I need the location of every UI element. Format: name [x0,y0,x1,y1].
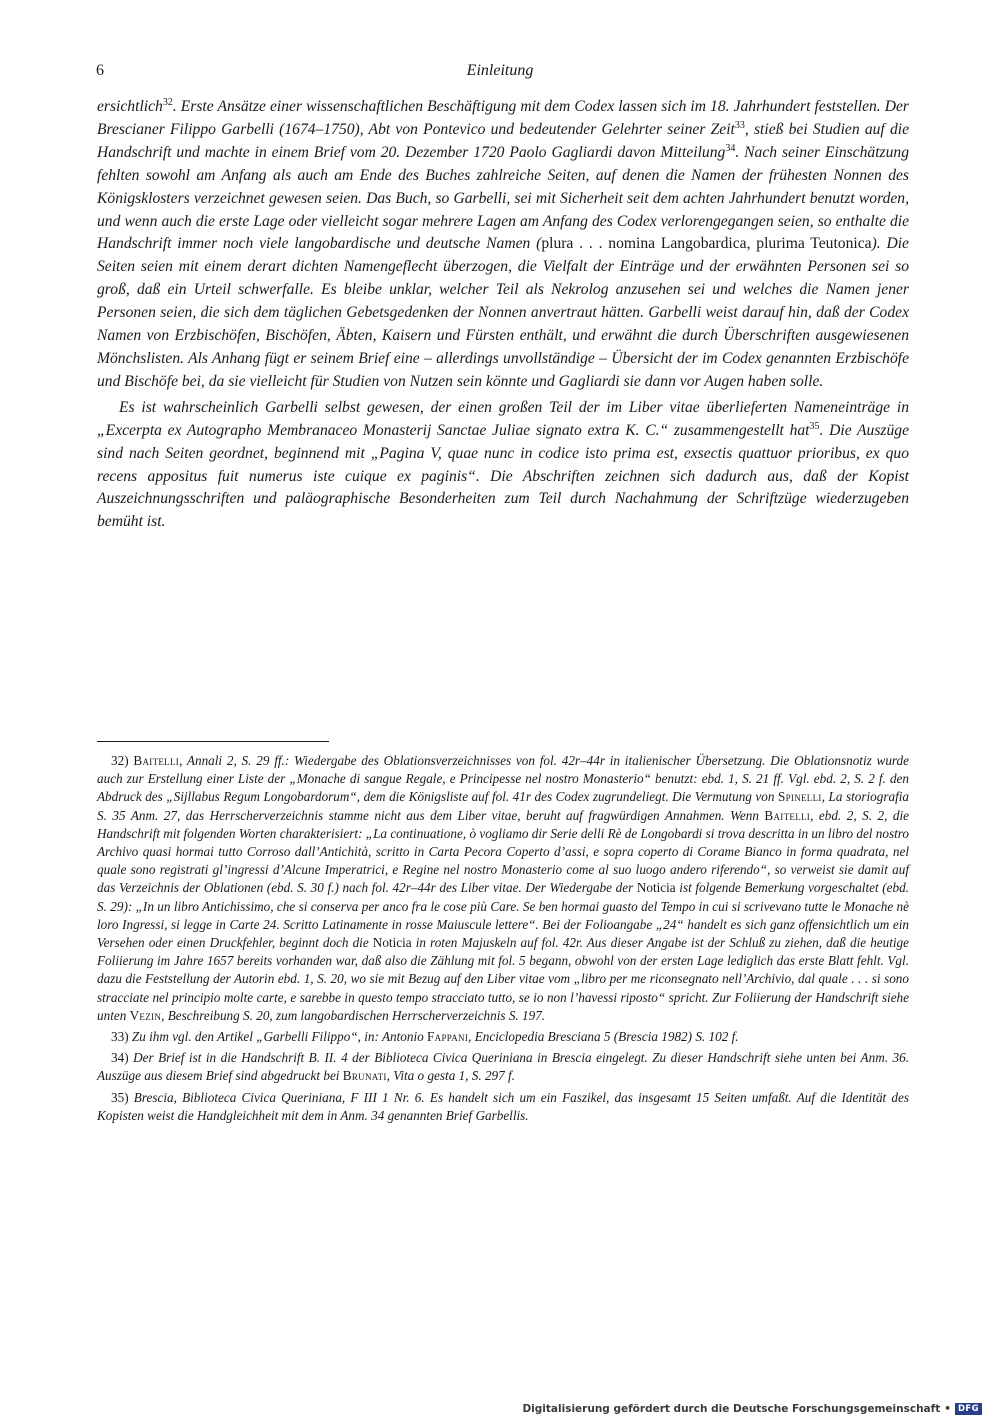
footnote-number: 32) [111,753,129,768]
text-run: , ebd. 2, S. 2, die Handschrift mit folgenden Worten charakterisiert: „La continuatione, ò vogliamo dir Serie delli Rè de Longobardi si trova descritta in un libro del nostro Archivo quasi hormai tutto Corroso dall’Antichità, scritto in Carta Pecora Coperto d’assi, e sopra coperto di Corame Bianco in forma quadrata, nel quale sono registrati gl’ingressi d’Alcune Imperatrici, e Regine nel nostro Monasterio come al suo luogo andero riferendo“, so verweist sie damit auf das Verzeichnis der Oblationen (ebd. S. 30 f.) nach fol. 42r–44r des Liber vitae. Der Wiedergabe der [97,807,909,896]
paragraph-2 [97,397,909,534]
author-name: Baitelli [133,753,180,768]
footnote-ref-33[interactable]: 33 [734,119,745,131]
text-run: , La storiografia S. 35 Anm. 27, das Herrscherverzeichnis stamme nicht aus dem Liber vitae, beruht auf fragwürdigen Annahmen. Wenn [97,789,909,823]
funding-footer [522,1402,982,1416]
page-number: 6 [96,62,104,79]
footnote-ref-32[interactable]: 32 [162,96,173,108]
footnote-number: 34) [111,1050,129,1066]
footnote-number: 35) [111,1089,129,1105]
author-name: Fappani [427,1029,469,1045]
main-text [97,96,909,534]
text-run: ist folgende Bemerkung vorgeschaltet (ebd. S. 29): „In un libro Antichissimo, che si conserva per anco fra le cose più Care. Se ben hormai guasto del Tempo in cui si scrivevano tutte le Monache nè loro Ingressi, si legge in Carte 24. Scritto Latinamente in rosse Maiuscule lettere“. Bei der Folioangabe „24“ handelt es sich ganz offensichtlich um ein Versehen oder einen Druckfehler, beginnt doch die [97,880,909,951]
footnote-33 [97,1028,909,1046]
latin-quote: plura . . . nomina Langobardica, plurima Teutonica [541,235,872,253]
funding-note: Digitalisierung gefördert durch die Deutsche Forschungsgemeinschaft [522,1403,941,1415]
text-run: . Die Auszüge sind nach Seiten geordnet, beginnend mit „Pagina V, quae nunc in codice isto prima est, exsectis quattuor prioribus, ex quo recens appositus fuit numerus iste cuique ex paginis“. Die Abschriften zeichnen sich dadurch aus, daß der Kopist Auszeichnungsschriften und paläographische Besonderheiten zum Teil durch Nachahmung der Schriftzüge wiederzugeben bemüht ist. [97,421,909,531]
text-run: . Erste Ansätze einer wissenschaftlichen Beschäftigung mit dem Codex lassen sich im 18. Jahrhundert feststellen. Der Brescianer Filippo Garbelli (1674–1750), Abt von Pontevico und bedeutender Gelehrter seiner Zeit [97,98,909,138]
source-title: Noticia [636,880,676,896]
text-run: , Beschreibung S. 20, zum langobardischen Herrscherverzeichnis S. 197. [161,1007,546,1023]
footnote-ref-34[interactable]: 34 [725,142,736,154]
footnote-34 [97,1049,909,1085]
text-run: Der Brief ist in die Handschrift B. II. 4 der Biblioteca Civica Queriniana in Brescia eingelegt. Zu dieser Handschrift siehe unten bei Anm. 36. Auszüge aus diesem Brief sind abgedruckt bei [97,1050,909,1084]
author-name: Vezin [129,1007,162,1023]
text-run: ). Die Seiten seien mit einem derart dichten Namengeflecht überzogen, die Vielfalt der Einträge und der erwähnten Personen sei so groß, daß ein Urteil schwerfalle. Es bleibe unklar, welcher Teil als Nekrolog anzusehen sei und welches die Namen jener Personen seien, die sich dem täglichen Gebetsgedenken der Nonnen anvertraut hätten. Garbelli weist darauf hin, daß der Codex Namen von Erzbischöfen, Bischöfen, Äbten, Kaisern und Fürsten enthält, und erwähnt die durch Überschriften ausgewiesenen Mönchslisten. Als Anhang fügt er seinem Brief eine – allerdings unvollständige – Übersicht der im Codex genannten Erzbischöfe und Bischöfe bei, da sie vielleicht für Studien von Nutzen sein könnte und Gagliardi sie dann vor Augen haben solle. [97,235,909,390]
author-name: Brunati [342,1068,387,1084]
text-run: , Vita o gesta 1, S. 297 f. [386,1068,515,1084]
text-run: . Nach seiner Einschätzung fehlten sowohl am Anfang als auch am Ende des Buches zahlreiche Seiten, auf denen die Namen der frühesten Nonnen des Königsklosters verzeichnet gewesen seien. Das Buch, so Garbelli, sei mit Sicherheit seit dem achten Jahrhundert benutzt worden, und wenn auch die erste Lage oder vielleicht sogar mehrere Lagen am Anfang des Codex verlorengegangen seien, so enthalte die Handschrift immer noch viele langobardische und deutsche Namen ( [97,143,909,253]
footnotes [97,752,909,1128]
footnote-32 [97,752,909,1025]
text-run: , Annali 2, S. 29 ff.: Wiedergabe des Oblationsverzeichnisses von fol. 42r–44r in italienischer Übersetzung. Die Oblationsnotiz wurde auch zur Erstellung einer Liste der „Monache di sangue Regale, e Principesse nel nostro Monasterio“ benutzt: ebd. 1, S. 21 ff. Vgl. ebd. 2, S. 2 f. den Abdruck des „Sijllabus Regum Longobardorum“, dem die Königsliste auf fol. 41r des Codex zugrundeliegt. Die Vermutung von [97,753,910,805]
text-run: Zu ihm vgl. den Artikel „Garbelli Filippo“, in: Antonio [131,1029,428,1045]
footnote-number: 33) [111,1029,129,1045]
dfg-logo-icon: DFG [955,1403,982,1415]
text-run: in roten Majuskeln auf fol. 42r. Aus dieser Angabe ist der Schluß zu ziehen, daß die heutige Foliierung im Jahre 1657 bereits vorhanden war, daß also die Zählung mit fol. 5 begann, obwohl von der ersten Lage lediglich das erste Blatt fehlt. Vgl. dazu die Feststellung der Autorin ebd. 1, S. 20, wo sie mit Bezug auf den Liber vitae vom „libro per me riconsegnato nell’Archivio, dal quale . . . si sono stracciate nel principio molte carte, e sarebbe in questo tempo stracciato tutto, se io non l’havessi riposto“ spricht. Zur Foliierung der Handschrift siehe unten [97,935,910,1023]
footnote-rule [97,741,329,742]
paragraph-1 [97,96,909,394]
text-run: Es ist wahrscheinlich Garbelli selbst gewesen, der einen großen Teil der im Liber vitae überlieferten Nameneinträge in „Excerpta ex Autographo Membranaceo Monasterij Sanctae Juliae signato extra K. C.“ zusammengestellt hat [97,398,909,439]
footnote-ref-35[interactable]: 35 [809,420,820,432]
source-title: Noticia [372,935,412,951]
text-run: Brescia, Biblioteca Civica Queriniana, F III 1 Nr. 6. Es handelt sich um ein Faszikel, das insgesamt 15 Seiten umfaßt. Auf die Identität des Kopisten weist die Handgleichheit mit dem in Anm. 34 genannten Brief Garbellis. [97,1089,909,1123]
text-run: , Enciclopedia Bresciana 5 (Brescia 1982) S. 102 f. [468,1029,739,1045]
running-title: Einleitung [466,62,534,79]
text-run: , stieß bei Studien auf die Handschrift und machte in einem Brief vom 20. Dezember 1720 Paolo Gagliardi davon Mitteilung [97,120,909,161]
separator: • [944,1403,951,1415]
author-name: Spinelli [777,789,822,805]
text-run: ersichtlich [97,98,163,115]
footnote-35 [97,1089,909,1125]
author-name: Baitelli [764,807,811,823]
